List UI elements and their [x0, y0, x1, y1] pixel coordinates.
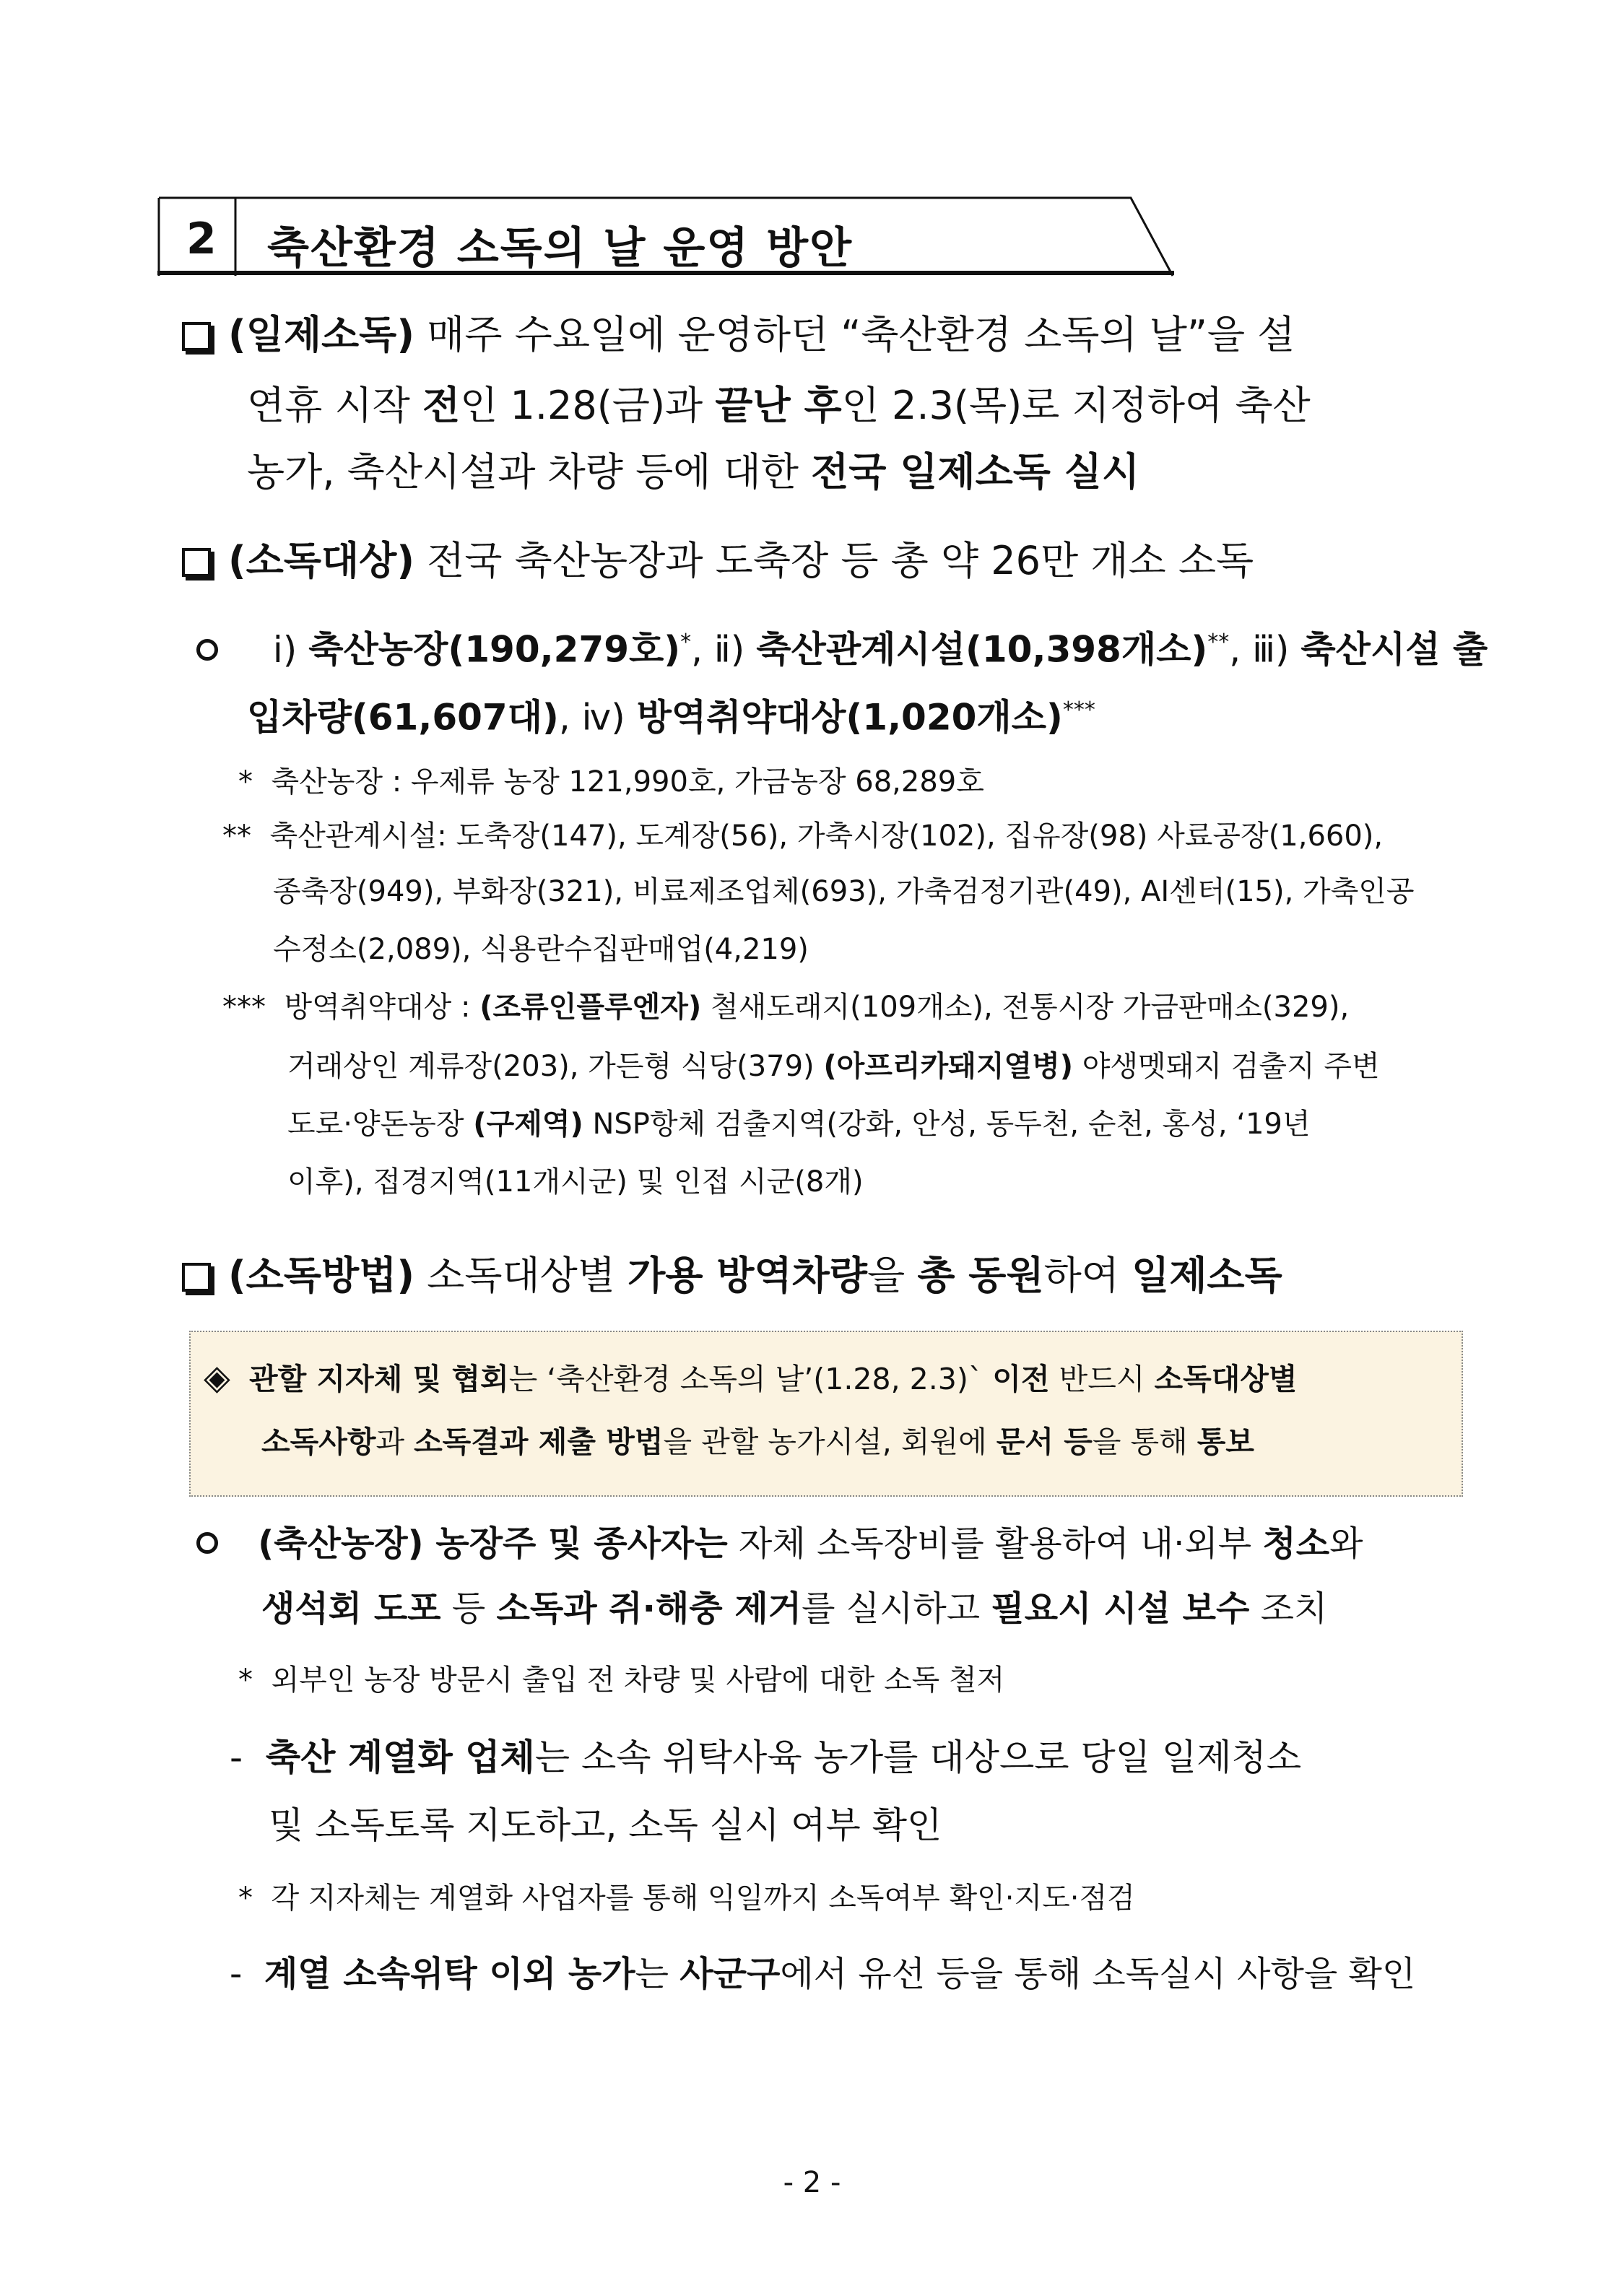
text: 하여 [1043, 1253, 1132, 1298]
para-general-disinfection-line1 [182, 312, 1295, 358]
dash-bullet: - [230, 1954, 243, 1994]
text-bold: 관할 지자체 및 협회 [249, 1362, 509, 1396]
text: 연휴 시작 [247, 383, 422, 428]
text-bold: 입차량(61,607대) [247, 696, 559, 739]
text: 외부인 농장 방문시 출입 전 차량 및 사람에 대한 소독 철저 [271, 1664, 1005, 1697]
text-bold: 소독과 쥐·해충 제거 [496, 1588, 802, 1629]
text-bold: (구제역) [473, 1108, 583, 1141]
text: , ⅳ) [558, 696, 637, 739]
text: 는 ‘축산환경 소독의 날’(1.28, 2.3)` [508, 1362, 993, 1396]
footnote-mark: ** [1207, 630, 1230, 655]
footnote-facilities-line3: 수정소(2,089), 식용란수집판매업(4,219) [273, 933, 809, 966]
para-disinfection-targets [182, 538, 1254, 584]
farm-measures-line1 [196, 1521, 1363, 1567]
para-general-disinfection-line3 [247, 449, 1139, 495]
text: 자체 소독장비를 활용하여 내·외부 [727, 1523, 1263, 1564]
text: 는 소속 위탁사육 농가를 대상으로 당일 일제청소 [534, 1736, 1302, 1778]
targets-list-line2 [247, 687, 1095, 741]
footnote-mark: *** [222, 991, 266, 1024]
notice-line1 [204, 1356, 1298, 1401]
checkbox-bullet-icon [182, 548, 211, 577]
text-bold: 전국 일제소독 실시 [811, 449, 1140, 495]
dash-bullet: - [230, 1736, 243, 1778]
checkbox-bullet-icon [182, 322, 211, 351]
circle-bullet-icon [196, 1532, 218, 1554]
text-bold: 일제소독 [1132, 1253, 1282, 1298]
text-bold: 축산관계시설(10,398개소) [756, 628, 1208, 671]
text: 에서 유선 등을 통해 소독실시 사항을 확인 [780, 1954, 1416, 1994]
footnote-farms [238, 764, 984, 800]
para-general-disinfection-line2 [247, 383, 1311, 429]
text-bold: 청소 [1262, 1523, 1330, 1564]
text: 축산농장 : 우제류 농장 121,990호, 가금농장 68,289호 [271, 765, 984, 799]
integrator-line2: 및 소독토록 지도하고, 소독 실시 여부 확인 [269, 1804, 942, 1846]
footnote-mark: *** [1062, 697, 1095, 723]
text: 방역취약대상 : [284, 991, 480, 1024]
heading-disinfection-targets: (소독대상) [228, 538, 415, 583]
section-number: 2 [186, 214, 217, 264]
text-bold: 계열 소속위탁 이외 농가 [264, 1954, 635, 1994]
footnote-vulnerable-line2 [287, 1048, 1380, 1084]
text-bold: 소독사항 [261, 1425, 376, 1459]
text-bold: 문서 등 [996, 1425, 1093, 1459]
section-header [157, 196, 1176, 279]
section-title: 축산환경 소독의 날 운영 방안 [267, 223, 854, 274]
text: 소독대상별 [414, 1253, 628, 1298]
text: 등 [440, 1588, 497, 1629]
text: 와 [1329, 1523, 1363, 1564]
text-bold: 소독대상별 [1154, 1362, 1298, 1396]
text: 반드시 [1049, 1362, 1155, 1396]
text-bold: 통보 [1197, 1425, 1254, 1459]
heading-general-disinfection: (일제소독) [228, 312, 415, 357]
diamond-bullet-icon: ◈ [204, 1357, 230, 1398]
text-bold: (아프리카돼지열병) [823, 1050, 1074, 1083]
text: 야생멧돼지 검출지 주변 [1073, 1050, 1380, 1083]
farm-measures-line2 [261, 1586, 1327, 1632]
footnote-mark: ** [222, 819, 251, 853]
notice-line2 [261, 1420, 1254, 1464]
circle-bullet-icon [196, 639, 218, 661]
text: , ⅲ) [1229, 628, 1301, 671]
text: 철새도래지(109개소), 전통시장 가금판매소(329), [701, 991, 1350, 1024]
text: , ⅱ) [691, 628, 757, 671]
text-bold: 가용 방역차량 [628, 1253, 867, 1298]
targets-list-line1 [196, 619, 1488, 673]
text: 농가, 축산시설과 차량 등에 대한 [247, 449, 812, 495]
text-bold: 사군구 [679, 1954, 781, 1994]
integrator-line1 [230, 1734, 1301, 1780]
text: 축산관계시설: 도축장(147), 도계장(56), 가축시장(102), 집유장(98) 사료공장(1,660), [269, 819, 1384, 853]
text: 도로·양돈농장 [287, 1108, 474, 1141]
text-bold: 소독결과 제출 방법 [414, 1425, 664, 1459]
text: 인 2.3(목)로 지정하여 축산 [841, 383, 1311, 428]
text: NSP항체 검출지역(강화, 안성, 동두천, 순천, 홍성, ‘19년 [583, 1108, 1311, 1141]
text: 과 [375, 1425, 414, 1459]
heading-disinfection-method: (소독방법) [228, 1253, 415, 1298]
text-bold: 총 동원 [917, 1253, 1044, 1298]
text-bold: (조류인플루엔자) [479, 991, 702, 1024]
text: 매주 수요일에 운영하던 “축산환경 소독의 날”을 설 [414, 312, 1295, 357]
text: 는 [635, 1954, 680, 1994]
checkbox-bullet-icon [182, 1263, 211, 1292]
text: 조치 [1249, 1588, 1328, 1629]
text: 각 지자체는 계열화 사업자를 통해 익일까지 소독여부 확인·지도·점검 [271, 1882, 1135, 1915]
text-bold: 전 [422, 383, 461, 428]
page-number: - 2 - [783, 2166, 841, 2199]
footnote-mark: * [238, 765, 253, 799]
text: 를 실시하고 [802, 1588, 991, 1629]
text: 인 1.28(금)과 [460, 383, 716, 428]
text-bold: (축산농장) 농장주 및 종사자는 [258, 1523, 728, 1564]
text-bold: 축산시설 출 [1300, 628, 1488, 671]
footnote-visitor-disinfection [238, 1662, 1004, 1698]
text: 을 통해 [1092, 1425, 1197, 1459]
text: 거래상인 계류장(203), 가든형 식당(379) [287, 1050, 824, 1083]
footnote-mark: * [238, 1664, 253, 1697]
footnote-vulnerable-line1 [222, 989, 1349, 1025]
footnote-facilities-line1 [222, 818, 1383, 854]
footnote-mark: * [680, 630, 692, 655]
footnote-mark: * [238, 1882, 253, 1915]
text-bold: 방역취약대상(1,020개소) [636, 696, 1063, 739]
text: 을 관할 농가시설, 회원에 [663, 1425, 996, 1459]
footnote-local-govt-check [238, 1880, 1135, 1916]
text-bold: 생석회 도포 [261, 1588, 441, 1629]
non-integrated-farms-line [230, 1951, 1415, 1997]
footnote-vulnerable-line4: 이후), 접경지역(11개시군) 및 인접 시군(8개) [287, 1165, 864, 1199]
text-bold: 이전 [992, 1362, 1050, 1396]
para-disinfection-method [182, 1253, 1282, 1299]
text: 전국 축산농장과 도축장 등 총 약 26만 개소 소독 [414, 538, 1254, 583]
text-bold: 축산농장(190,279호) [308, 628, 681, 671]
text-bold: 축산 계열화 업체 [265, 1736, 535, 1778]
footnote-vulnerable-line3 [287, 1106, 1311, 1142]
text-bold: 끝난 후 [715, 383, 842, 428]
footnote-facilities-line2: 종축장(949), 부화장(321), 비료제조업체(693), 가축검정기관(49), AI센터(15), 가축인공 [273, 875, 1415, 908]
text: ⅰ) [272, 628, 309, 671]
text: 을 [867, 1253, 918, 1298]
text-bold: 필요시 시설 보수 [991, 1588, 1250, 1629]
